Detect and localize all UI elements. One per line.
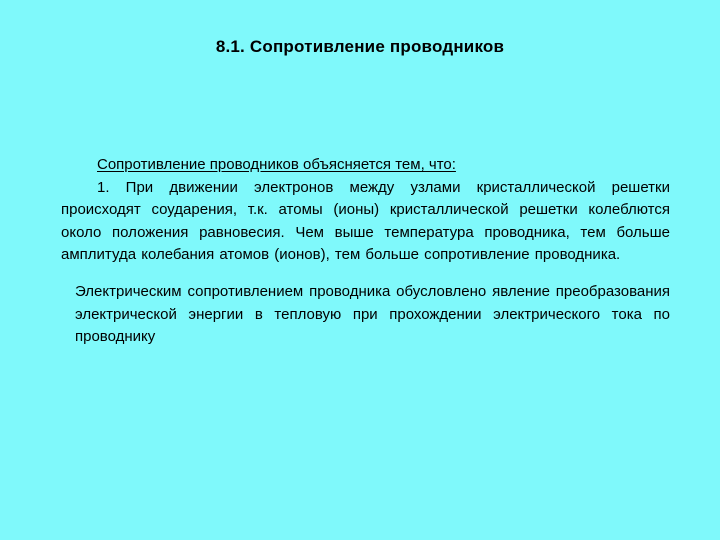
definition-paragraph: Электрическим сопротивлением проводника обусловлено явление преобразования электрической энергии в тепловую при прохождении электрического тока по проводнику bbox=[75, 283, 670, 345]
slide-title: 8.1. Сопротивление проводников bbox=[215, 37, 505, 56]
point-1-paragraph: 1. При движении электронов между узлами кристаллической решетки происходят соударения, т.к. атомы (ионы) кристаллической решетки колеблются около положения равновесия. Чем выше температура проводника, тем больше амплитуда колебания атомов (ионов), тем больше сопротивление проводника. bbox=[61, 178, 670, 263]
explanation-block bbox=[61, 154, 670, 267]
intro-line: Сопротивление проводников объясняется тем, что: bbox=[97, 156, 456, 173]
